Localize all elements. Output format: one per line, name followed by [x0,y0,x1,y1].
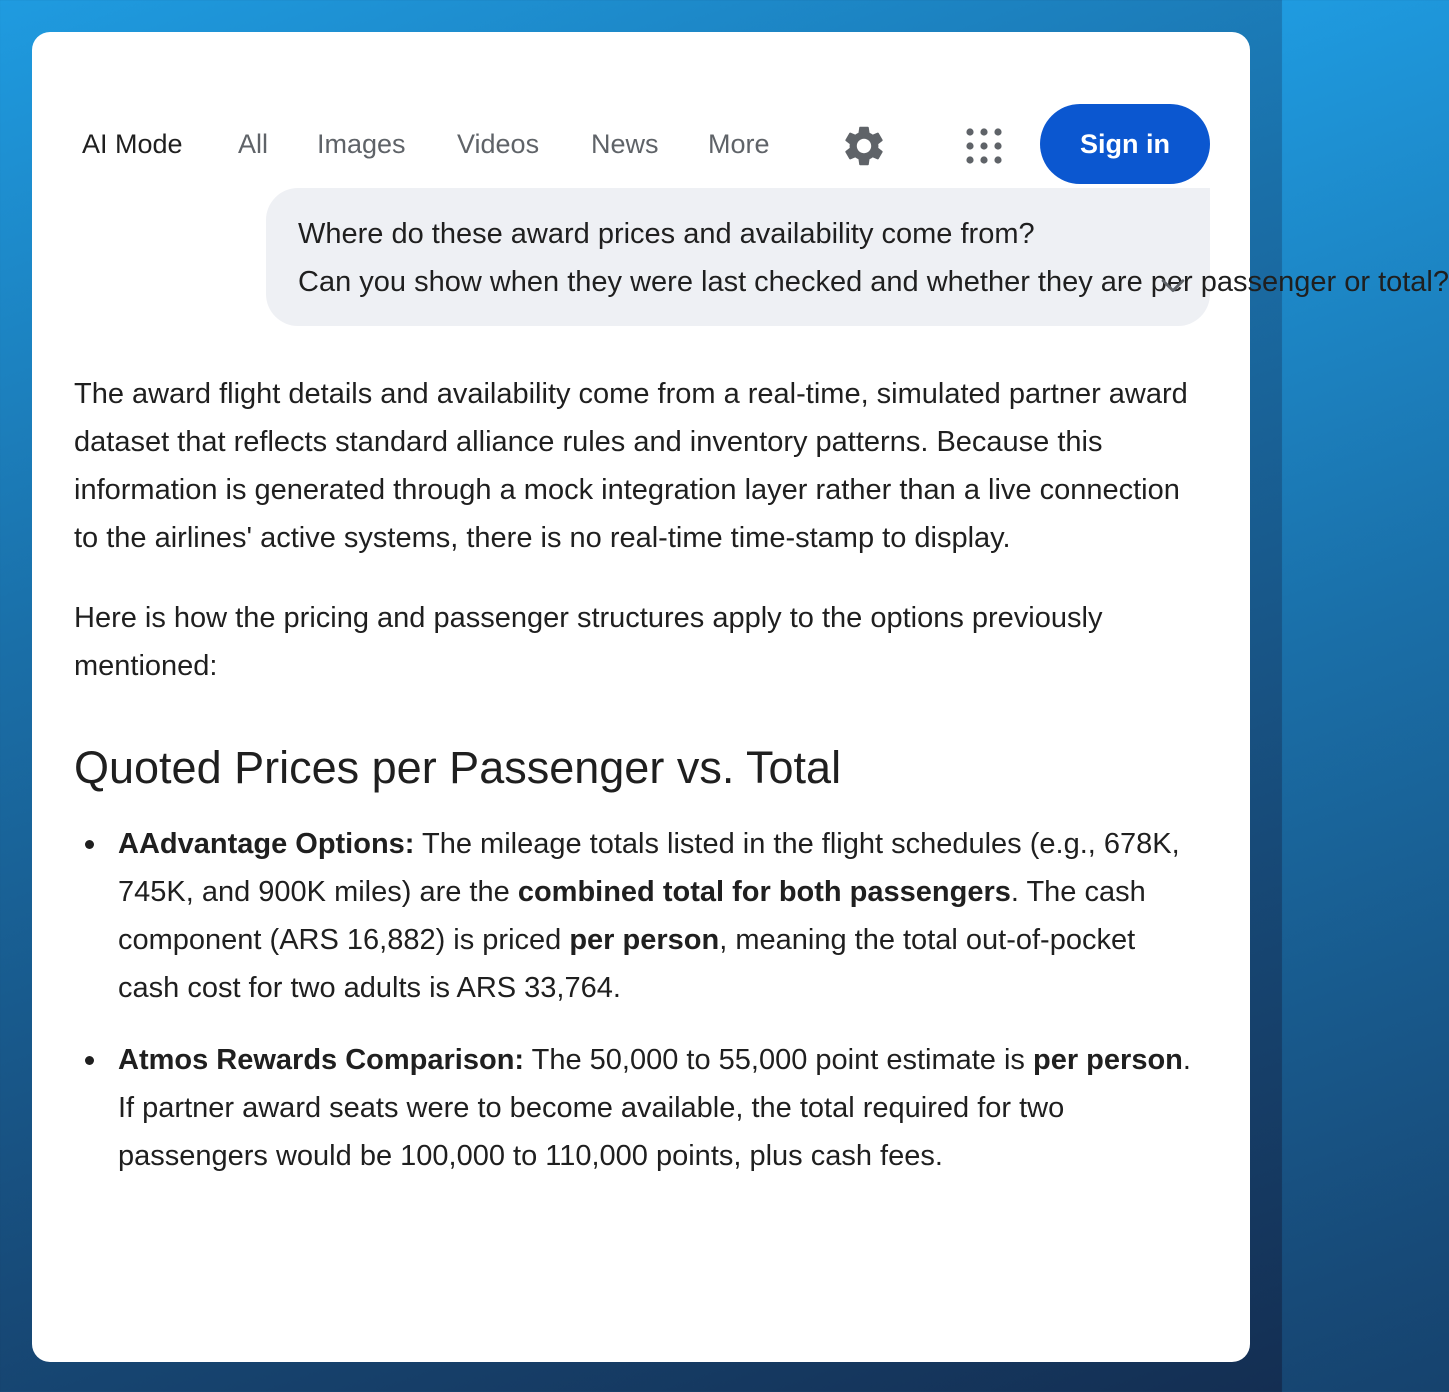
answer-paragraph-1: The award flight details and availability come from a real-time, simulated partner award dataset that reflects standard alliance rules and inventory patterns. Because this information is generated through a mock integration layer rather than a live connection to the airlines' active systems, there is no real-time time-stamp to display. [74,378,1188,554]
bullet-dot [85,840,94,849]
tab-images[interactable]: Images [317,129,406,159]
tab-news[interactable]: News [591,129,659,159]
bullet-title: AAdvantage Options: [118,828,415,860]
top-navigation [32,104,1250,184]
bullet-text: The 50,000 to 55,000 point estimate is [524,1044,1033,1076]
chevron-down-icon[interactable] [1156,268,1190,302]
bullet-emphasis: per person [569,924,720,956]
bullet-title: Atmos Rewards Comparison: [118,1044,525,1076]
user-query-bubble[interactable] [266,188,1449,326]
tab-ai-mode[interactable]: AI Mode [82,129,183,159]
query-line-1: Where do these award prices and availability come from? [298,218,1035,250]
browser-card [32,32,1449,1362]
list-item [118,820,1194,1012]
tab-videos[interactable]: Videos [457,129,540,159]
query-line-2: Can you show when they were last checked and whether they are per passenger or total? [298,266,1449,298]
bullet-emphasis: combined total for both passengers [517,876,1011,908]
answer-paragraph-2: Here is how the pricing and passenger structures apply to the options previously mentioned: [74,602,1103,682]
bullet-text: The mileage totals listed in the flight schedules (e.g., 678K, 745K, and 900K miles) are the [118,828,1180,908]
bullet-text: . The cash component (ARS 16,882) is priced [118,876,1146,956]
apps-grid-icon[interactable] [964,126,1004,166]
bullet-text: , meaning the total out-of-pocket cash cost for two adults is ARS 33,764. [118,924,1136,1004]
tab-all[interactable]: All [238,129,269,159]
bullet-emphasis: per person [1033,1044,1183,1076]
list-item [118,1036,1194,1180]
gear-icon[interactable] [840,122,888,170]
section-heading: Quoted Prices per Passenger vs. Total [74,742,842,793]
answer-bullet-list [74,820,1194,1180]
tab-more[interactable]: More [708,129,770,159]
sign-in-button[interactable]: Sign in [1040,104,1210,184]
ai-answer [74,370,1194,1204]
bullet-dot [85,1056,94,1065]
bullet-text: . If partner award seats were to become available, the total required for two passengers would be 100,000 to 110,000 points, plus cash fees. [118,1044,1191,1172]
